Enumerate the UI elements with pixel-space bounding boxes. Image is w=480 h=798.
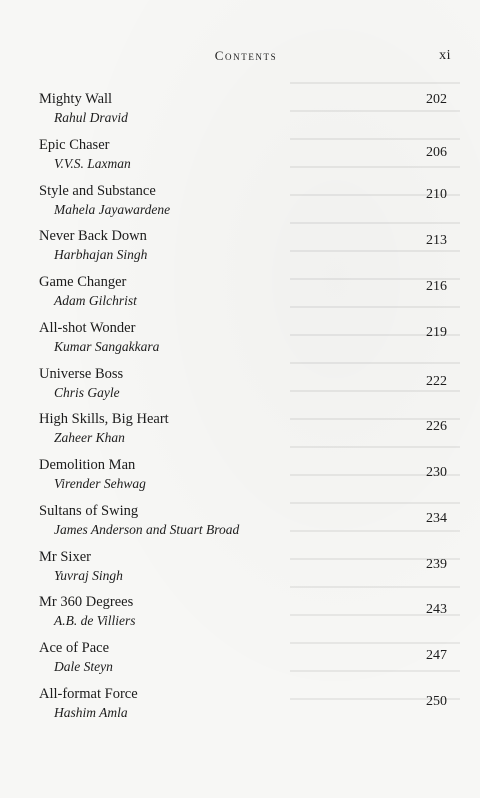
chapter-title: Never Back Down bbox=[39, 228, 147, 245]
chapter-title: High Skills, Big Heart bbox=[39, 411, 169, 428]
chapter-title: Demolition Man bbox=[39, 457, 136, 473]
list-item bbox=[39, 319, 449, 365]
list-item bbox=[39, 182, 449, 228]
chapter-page-number: 226 bbox=[426, 419, 447, 435]
chapter-title: Ace of Pace bbox=[39, 640, 110, 656]
chapter-page-number: 213 bbox=[426, 233, 447, 249]
chapter-subject: Dale Steyn bbox=[54, 659, 113, 674]
list-item bbox=[39, 639, 449, 685]
chapter-page-number: 250 bbox=[426, 693, 447, 709]
list-item bbox=[39, 365, 449, 411]
chapter-page-number: 222 bbox=[426, 373, 447, 389]
chapter-subject: Chris Gayle bbox=[54, 384, 120, 400]
chapter-page-number: 210 bbox=[426, 186, 447, 202]
list-item bbox=[39, 273, 449, 319]
chapter-title: Sultans of Swing bbox=[39, 502, 139, 519]
list-item bbox=[39, 136, 449, 182]
chapter-subject: Mahela Jayawardene bbox=[54, 201, 171, 217]
chapter-title: Universe Boss bbox=[39, 365, 124, 382]
list-item bbox=[39, 502, 449, 548]
list-item bbox=[39, 548, 449, 594]
chapter-page-number: 219 bbox=[426, 324, 447, 340]
chapter-title: All-shot Wonder bbox=[39, 319, 136, 336]
chapter-title: Mr 360 Degrees bbox=[39, 594, 134, 611]
running-header bbox=[0, 48, 480, 68]
chapter-subject: Rahul Dravid bbox=[54, 110, 128, 125]
chapter-subject: Hashim Amla bbox=[54, 704, 128, 720]
chapter-title: Game Changer bbox=[39, 274, 127, 290]
chapter-subject: Virender Sehwag bbox=[54, 476, 146, 491]
chapter-page-number: 239 bbox=[426, 556, 447, 572]
list-item bbox=[39, 227, 449, 273]
list-item bbox=[39, 456, 449, 502]
list-item bbox=[39, 593, 449, 639]
page-title: Contents bbox=[214, 48, 278, 63]
chapter-page-number: 243 bbox=[426, 602, 447, 618]
chapter-title: Mr Sixer bbox=[39, 548, 91, 565]
chapter-title: Mighty Wall bbox=[39, 91, 113, 107]
chapter-subject: Harbhajan Singh bbox=[54, 247, 148, 263]
chapter-subject: James Anderson and Stuart Broad bbox=[54, 521, 240, 537]
chapter-title: All-format Force bbox=[39, 685, 138, 702]
list-item bbox=[39, 90, 449, 136]
contents-list bbox=[39, 90, 449, 731]
chapter-title: Epic Chaser bbox=[39, 136, 110, 153]
chapter-title: Style and Substance bbox=[39, 182, 156, 199]
chapter-page-number: 247 bbox=[426, 648, 447, 663]
page-number: xi bbox=[439, 48, 451, 63]
chapter-subject: Zaheer Khan bbox=[54, 430, 125, 446]
chapter-page-number: 202 bbox=[426, 92, 447, 107]
chapter-subject: V.V.S. Laxman bbox=[54, 155, 131, 171]
chapter-page-number: 216 bbox=[426, 279, 447, 294]
chapter-subject: Yuvraj Singh bbox=[54, 567, 123, 583]
chapter-page-number: 230 bbox=[426, 465, 447, 480]
chapter-subject: Kumar Sangakkara bbox=[54, 338, 160, 354]
list-item bbox=[39, 685, 449, 731]
list-item bbox=[39, 410, 449, 456]
chapter-page-number: 206 bbox=[426, 144, 447, 160]
chapter-subject: A.B. de Villiers bbox=[54, 613, 136, 629]
chapter-page-number: 234 bbox=[426, 510, 447, 526]
chapter-subject: Adam Gilchrist bbox=[54, 293, 137, 308]
